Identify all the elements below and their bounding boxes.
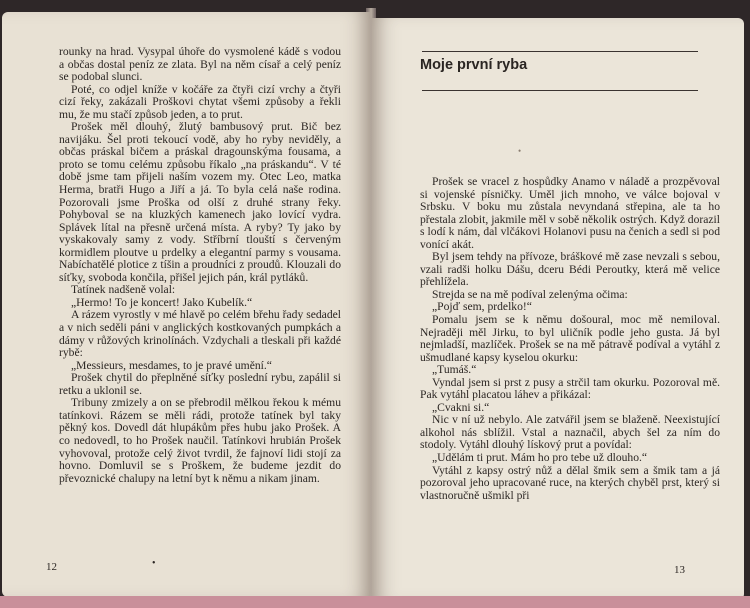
paragraph: A rázem vyrostly v mé hlavě po celém břehu řady sedadel a v nich seděli páni v anglických kostkovaných pumpkách a dámy v růžových krinolínách. Vzdychali a tleskali při každé rybě: xyxy=(59,308,341,360)
page-mark: • xyxy=(518,146,522,156)
page-number: 12 xyxy=(46,561,57,573)
page-bullet: • xyxy=(152,558,156,569)
paragraph: „Cvakni si.“ xyxy=(432,400,490,414)
paragraph: Poté, co odjel kníže v kočáře za čtyři cizí vrchy a čtyři cizí řeky, zakázali Proškovi chytat všemi způsoby a řekli mu, že mu stačí způsob jeden, a to prut. xyxy=(59,82,341,121)
paragraph: Prošek měl dlouhý, žlutý bambusový prut. Bič bez navijáku. Šel proti tekoucí vodě, aby ho ryby neviděly, a občas práskal bičem a práskal dragounskýma fousama, a proto se tomu celému způsobu říkalo „na práskandu“. V té době jsme tam přijeli naším vozem my. Otec Leo, matka Herma, bratři Hugo a Jiří a já. To byla celá naše rodina. Pozorovali jsme Proška od olší z druhé strany řeky. Pohyboval se na kluzkých kamenech jako lovící vydra. Splávek lítal na přesně určená místa. A ryby? Ty jako by vyskakovaly samy z vody. Stříbrní tlouští s červeným kormidlem ploutve u prdelky a elegantní parmy s vousama. Nabíchatělé plotice z tíšin a proudníci z proudů. Klouzali do síťky, svoboda končila, přišel jejich pán, král pytláků. xyxy=(59,120,341,284)
paragraph: Tribuny zmizely a on se přebrodil mělkou řekou k mému tatínkovi. Rázem se měli rádi, protože tatínek byl taky pěkný kos. Dovedl dát hlupákům přes hubu jako Prošek. A co nedovedl, to ho Prošek naučil. Tatínkovi hrubián Prošek vyhovoval, protože celý život tvrdil, že fajnoví lidi stojí za hovno. Domluvil se s Proškem, že budeme jezdit do převoznické chalupy na letní byt k němu a nikam jinam. xyxy=(59,396,341,485)
paragraph: rounky na hrad. Vysypal úhoře do vysmolené kádě s vodou a občas dostal peníz ze zlata. Byl na něm císař a celý peníz se podobal slunci. xyxy=(59,45,341,84)
left-page xyxy=(2,12,370,597)
right-page xyxy=(372,18,744,600)
right-page-text xyxy=(420,176,720,502)
paragraph: Nic v ní už nebylo. Ale zatvářil jsem se blaženě. Neexistující alkohol nás sblížil. Vstal a naznačil, abych šel za ním do stodoly. Vytáhl dlouhý lískový prut a povídal: xyxy=(420,413,720,452)
title-rule-bottom xyxy=(422,90,698,91)
table-surface-edge xyxy=(0,596,750,608)
paragraph: „Udělám ti prut. Mám ho pro tebe už dlouho.“ xyxy=(432,451,648,465)
paragraph: Byl jsem tehdy na přívoze, bráškové mě zase nevzali s sebou, vzali radši holku Dášu, dceru Bédi Peroutky, která mě velice přehlížela. xyxy=(420,250,720,289)
paragraph: „Pojď sem, prdelko!“ xyxy=(432,300,532,314)
paragraph: Prošek se vracel z hospůdky Anamo v náladě a prozpěvoval si vojenské písničky. Uměl jich mnoho, ve válce bojoval v Srbsku. V boku mu zůstala nevyndaná střepina, ale ta ho přestala zlobit, jakmile měl v sobě několik ostrých. Když dorazil s lodí k nám, dal vlčákovi Holanovi pusu na čenich a sedl si pod vonící akát. xyxy=(420,175,720,251)
paragraph: „Hermo! To je koncert! Jako Kubelík.“ xyxy=(71,295,253,309)
chapter-title: Moje první ryba xyxy=(420,57,528,73)
paragraph: Pomalu jsem se k němu došoural, moc mě nemiloval. Nejraději měl Jirku, to byl uličník podle jeho gusta. Já byl nejmladší, mazlíček. Prošek se na mě pátravě podíval a vytáhl z ušmudlané kapsy kyselou okurku: xyxy=(420,313,720,364)
paragraph: Strejda se na mě podíval zelenýma očima: xyxy=(432,287,628,301)
page-number: 13 xyxy=(674,564,685,576)
paragraph: Vyndal jsem si prst z pusy a strčil tam okurku. Pozoroval mě. Pak vytáhl placatou láhev a přikázal: xyxy=(420,375,720,402)
paragraph: Vytáhl z kapsy ostrý nůž a dělal šmik sem a šmik tam a já pozoroval jeho upracované ruce, na kterých chyběl prst, který si vlastnoručně ušmikl při xyxy=(420,463,720,502)
paragraph: „Tumáš.“ xyxy=(432,363,477,377)
paragraph: „Messieurs, mesdames, to je pravé umění.“ xyxy=(71,358,272,372)
paragraph: Tatínek nadšeně volal: xyxy=(71,283,176,297)
paragraph: Prošek chytil do přeplněné síťky poslední rybu, zapálil si retku a uklonil se. xyxy=(59,371,341,397)
left-page-text xyxy=(59,46,341,485)
title-rule-top xyxy=(422,51,698,52)
